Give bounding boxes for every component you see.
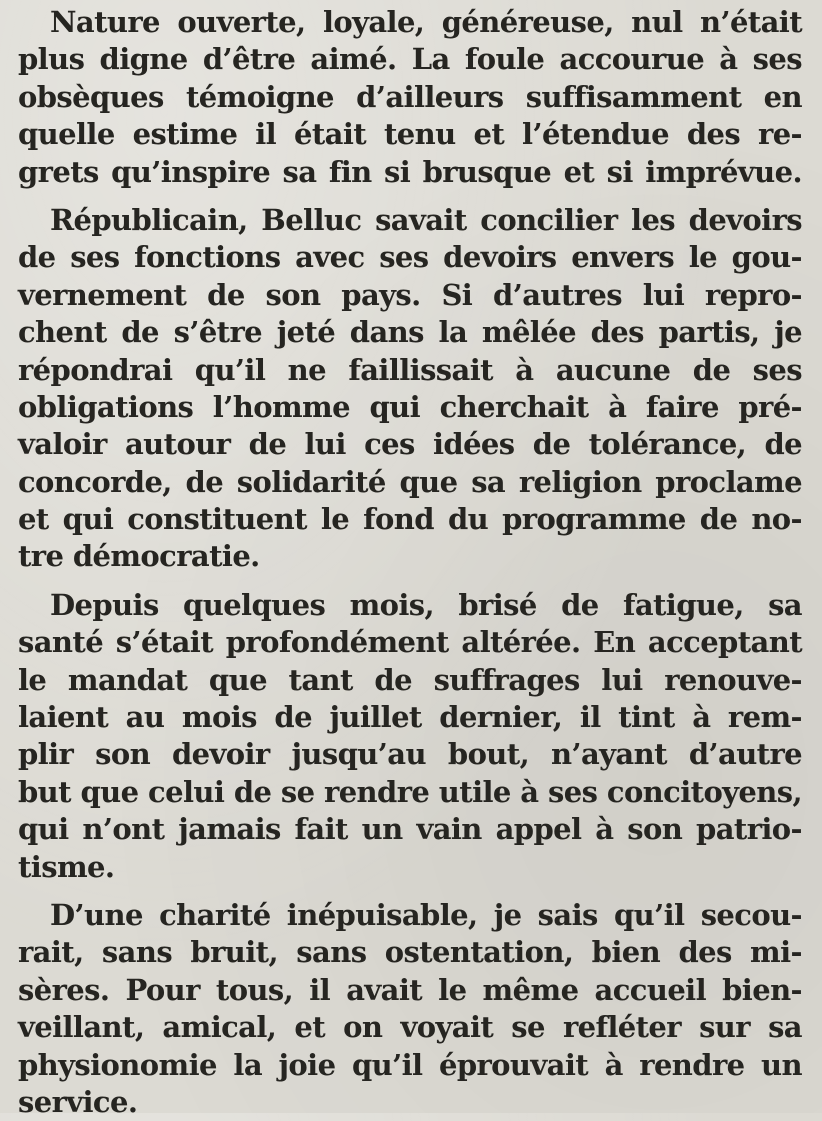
text-line: rait, sans bruit, sans ostentation, bien des mi- (18, 935, 802, 970)
text-line: obligations l’homme qui cherchait à faire pré- (18, 389, 802, 424)
text-line: quelle estime il était tenu et l’étendue des re- (18, 117, 802, 152)
paragraph-3 (18, 587, 802, 886)
text-line: physionomie la joie qu’il éprouvait à rendre un (18, 1047, 802, 1082)
text-line: veillant, amical, et on voyait se refléter sur sa (18, 1010, 802, 1045)
text-line: grets qu’inspire sa fin si brusque et si imprévue. (18, 154, 802, 189)
text-line: D’une charité inépuisable, je sais qu’il secou- (50, 897, 802, 932)
text-line: vernement de son pays. Si d’autres lui repro- (18, 277, 802, 312)
text-line: laient au mois de juillet dernier, il tint à rem- (18, 700, 802, 735)
text-line: Nature ouverte, loyale, généreuse, nul n’était (50, 5, 802, 39)
text-line: concorde, de solidarité que sa religion proclame (18, 464, 802, 499)
text-line: et qui constituent le fond du programme de no- (18, 502, 802, 537)
text-line: qui n’ont jamais fait un vain appel à son patrio- (18, 812, 802, 847)
text-line: le mandat que tant de suffrages lui renouve- (18, 662, 802, 697)
text-line: plir son devoir jusqu’au bout, n’ayant d’autre (18, 737, 802, 772)
text-line: valoir autour de lui ces idées de tolérance, de (18, 427, 802, 462)
text-line: sères. Pour tous, il avait le même accueil bien- (18, 972, 802, 1007)
text-line: Depuis quelques mois, brisé de fatigue, sa (50, 587, 802, 622)
text-line: santé s’était profondément altérée. En acceptant (18, 625, 802, 660)
text-line: obsèques témoigne d’ailleurs suffisamment en (18, 79, 802, 114)
text-line: tre démocratie. (18, 539, 260, 574)
paragraph-4 (18, 897, 802, 1121)
text-line: de ses fonctions avec ses devoirs envers le gou- (18, 240, 802, 275)
text-line: tisme. (18, 849, 115, 884)
text-line: plus digne d’être aimé. La foule accourue à ses (18, 42, 802, 77)
text-line: répondrai qu’il ne faillissait à aucune de ses (18, 352, 802, 387)
text-line: Républicain, Belluc savait concilier les devoirs (50, 202, 802, 237)
text-line: service. (18, 1084, 138, 1119)
paragraph-2 (18, 202, 802, 576)
text-line: but que celui de se rendre utile à ses concitoyens, (18, 774, 802, 809)
text-line: chent de s’être jeté dans la mêlée des partis, je (18, 315, 802, 350)
paragraph-1 (18, 4, 802, 191)
